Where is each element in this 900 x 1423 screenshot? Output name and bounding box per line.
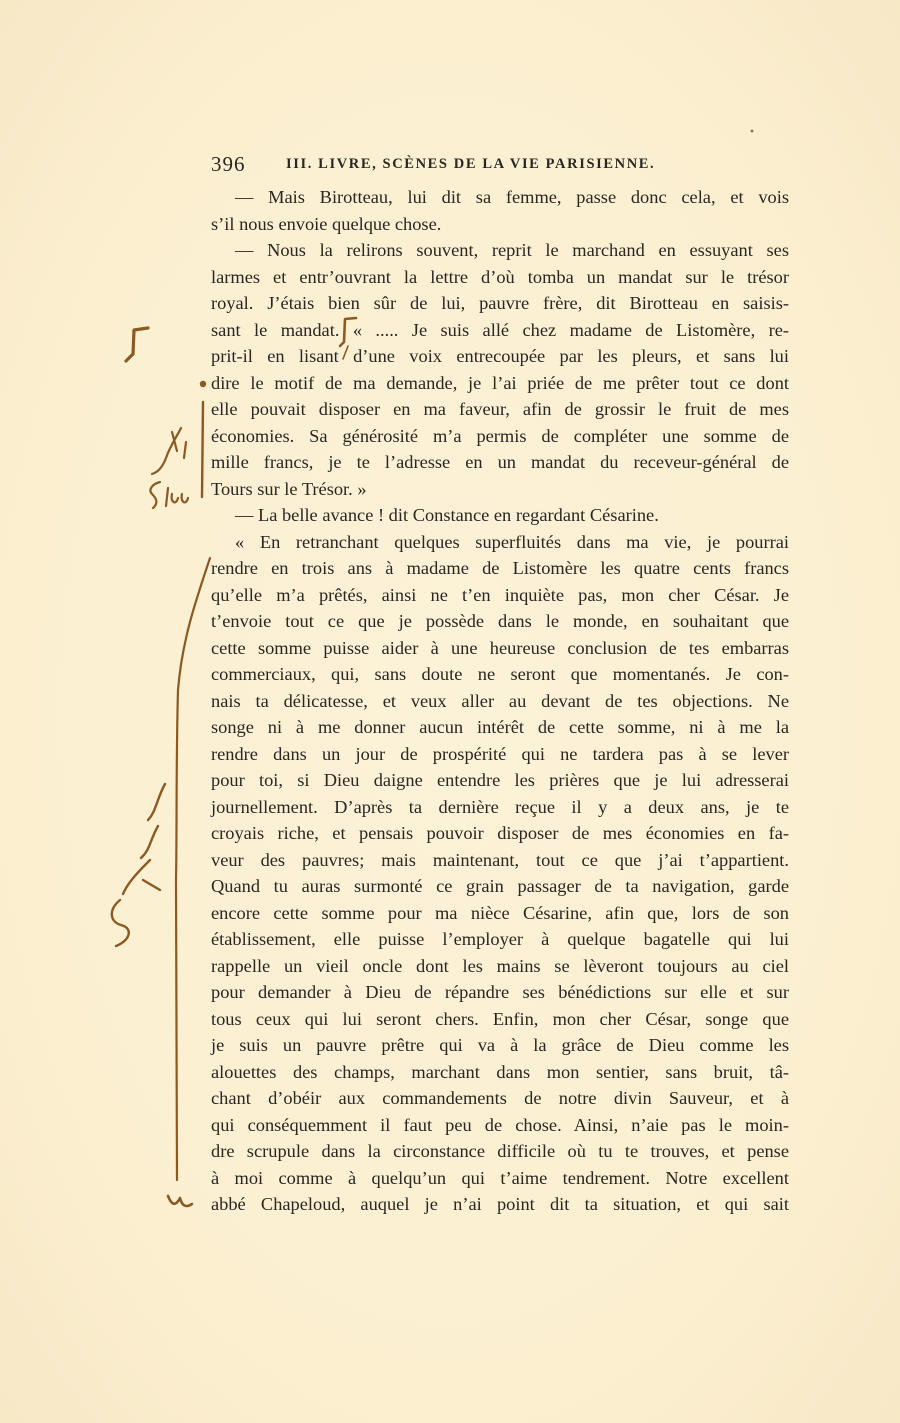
text-line: « En retranchant quelques superfluités dans ma vie, je pourrai [235, 531, 789, 552]
text-line: commerciaux, qui, sans doute ne seront que momentanés. Je con- [211, 664, 789, 684]
margin-bar-short [202, 402, 203, 497]
margin-end-mark [168, 1196, 192, 1206]
text-line: veur des pauvres; mais maintenant, tout ce que j’ai t’appartient. [211, 849, 789, 870]
text-line: — Nous la relirons souvent, reprit le marchand en essuyant ses [235, 240, 789, 260]
text-line: croyais riche, et pensais pouvoir disposer de mes économies en fa- [211, 823, 789, 843]
text-line: sant le mandat. « ..... Je suis allé chez madame de Listomère, re- [211, 319, 789, 340]
text-line: à moi comme à quelqu’un qui t’aime tendrement. Notre excellent [211, 1167, 789, 1188]
margin-scribble-2 [150, 482, 188, 508]
text-line: songe ni à me donner aucun intérêt de cette somme, ni à me la [211, 717, 789, 737]
text-line: Tours sur le Trésor. » [211, 478, 367, 499]
text-line: Quand tu auras surmonté ce grain passager de ta navigation, garde [211, 876, 789, 896]
text-line: mille francs, je te l’adresse en un mandat du receveur-général de [211, 452, 789, 472]
margin-bar-long [176, 558, 210, 1180]
text-line: elle pouvait disposer en ma faveur, afin de grossir le fruit de mes [211, 399, 789, 419]
text-line: qu’elle m’a prêtés, ainsi ne t’en inquiète pas, mon cher César. Je [211, 584, 789, 605]
text-line: dire le motif de ma demande, je l’ai priée de me prêter tout ce dont [211, 372, 789, 393]
text-line: s’il nous envoie quelque chose. [211, 213, 442, 234]
text-line: pour toi, si Dieu daigne entendre les prières que je lui adresserai [211, 770, 789, 790]
text-line: pour demander à Dieu de répandre ses bénédictions sur elle et sur [211, 982, 789, 1002]
text-line: qui conséquemment il faut peu de chose. Ainsi, n’aie pas le moin- [211, 1114, 789, 1135]
text-line: rendre dans un jour de prospérité qui ne tardera pas à se lever [211, 743, 789, 764]
text-line: — La belle avance ! dit Constance en regardant Césarine. [235, 505, 659, 525]
margin-dot [200, 381, 206, 387]
text-line: prit-il en lisant d’une voix entrecoupée par les pleurs, et sans lui [211, 346, 789, 366]
text-line: dre scrupule dans la circonstance difficile où tu te trouves, et pense [211, 1141, 789, 1161]
text-line: journellement. D’après ta dernière reçue il y a deux ans, je te [211, 796, 789, 817]
margin-bracket-mark [126, 328, 148, 361]
text-line: abbé Chapeloud, auquel je n’ai point dit ta situation, et qui sait [211, 1194, 789, 1214]
text-line: nais ta délicatesse, et veux aller au devant de tes objections. Ne [211, 690, 789, 711]
page-header [211, 152, 791, 180]
text-line: encore cette somme pour ma nièce Césarine, afin que, lors de son [211, 902, 789, 923]
text-line: chant d’obéir aux commandements de notre divin Sauveur, et à [211, 1088, 789, 1108]
running-head: III. LIVRE, SCÈNES DE LA VIE PARISIENNE. [286, 156, 656, 172]
text-line: — Mais Birotteau, lui dit sa femme, passe donc cela, et vois [235, 187, 789, 207]
text-line: royal. J’étais bien sûr de lui, pauvre frère, dit Birotteau en saisis- [211, 293, 789, 313]
text-line: je suis un pauvre prêtre qui va à la grâce de Dieu comme les [211, 1035, 789, 1055]
paper-speck [751, 130, 754, 133]
text-line: établissement, elle puisse l’employer à quelque bagatelle qui lui [211, 929, 789, 949]
text-line: cette somme puisse aider à une heureuse conclusion de tes embarras [211, 637, 789, 658]
text-line: rappelle un vieil oncle dont les mains se lèveront toujours au ciel [211, 955, 789, 976]
text-line: tous ceux qui lui seront chers. Enfin, mon cher César, songe que [211, 1008, 789, 1029]
text-line: larmes et entr’ouvrant la lettre d’où tomba un mandat sur le trésor [211, 266, 789, 287]
margin-scribble-1 [152, 428, 186, 474]
text-line: t’envoie tout ce que je possède dans le monde, en souhaitant que [211, 611, 789, 631]
margin-scribble-vertical [112, 784, 165, 946]
text-line: économies. Sa générosité m’a permis de compléter une somme de [211, 425, 789, 446]
text-line: rendre en trois ans à madame de Listomère les quatre cents francs [211, 558, 789, 578]
page-number: 396 [211, 152, 246, 176]
text-line: alouettes des champs, marchant dans mon sentier, sans bruit, tâ- [211, 1061, 789, 1082]
